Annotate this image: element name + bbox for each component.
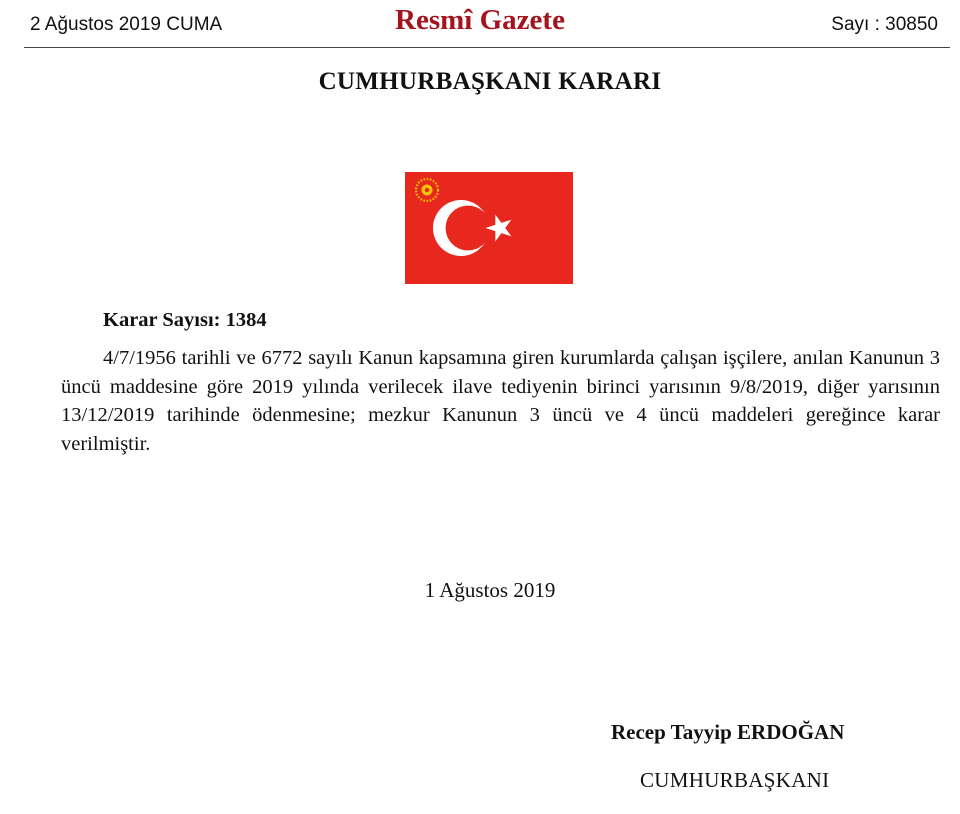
- publication-date: 2 Ağustos 2019 CUMA: [30, 14, 223, 35]
- decision-date: 1 Ağustos 2019: [424, 578, 556, 602]
- header-divider: [24, 47, 950, 48]
- crescent-inner: [446, 206, 491, 251]
- signatory-name: Recep Tayyip ERDOĞAN: [611, 720, 845, 744]
- decision-number: Karar Sayısı: 1384: [103, 309, 267, 331]
- document-heading: CUMHURBAŞKANI KARARI: [318, 68, 662, 95]
- issue-number: Sayı : 30850: [831, 14, 938, 35]
- decision-body: 4/7/1956 tarihli ve 6772 sayılı Kanun kapsamına giren kurumlarda çalışan işçilere, anılan Kanunun 3 üncü maddesine göre 2019 yılında verilecek ilave tediyenin birinci yarısının 9/8/2019, diğer yarısının 13/12/2019 tarihinde ödenmesine; mezkur Kanunun 3 üncü ve 4 üncü maddeleri gereğince karar verilmiştir.: [61, 347, 940, 455]
- turkish-flag-icon: [405, 172, 573, 284]
- signatory-title: CUMHURBAŞKANI: [640, 768, 830, 792]
- gazette-title: Resmî Gazete: [395, 4, 565, 36]
